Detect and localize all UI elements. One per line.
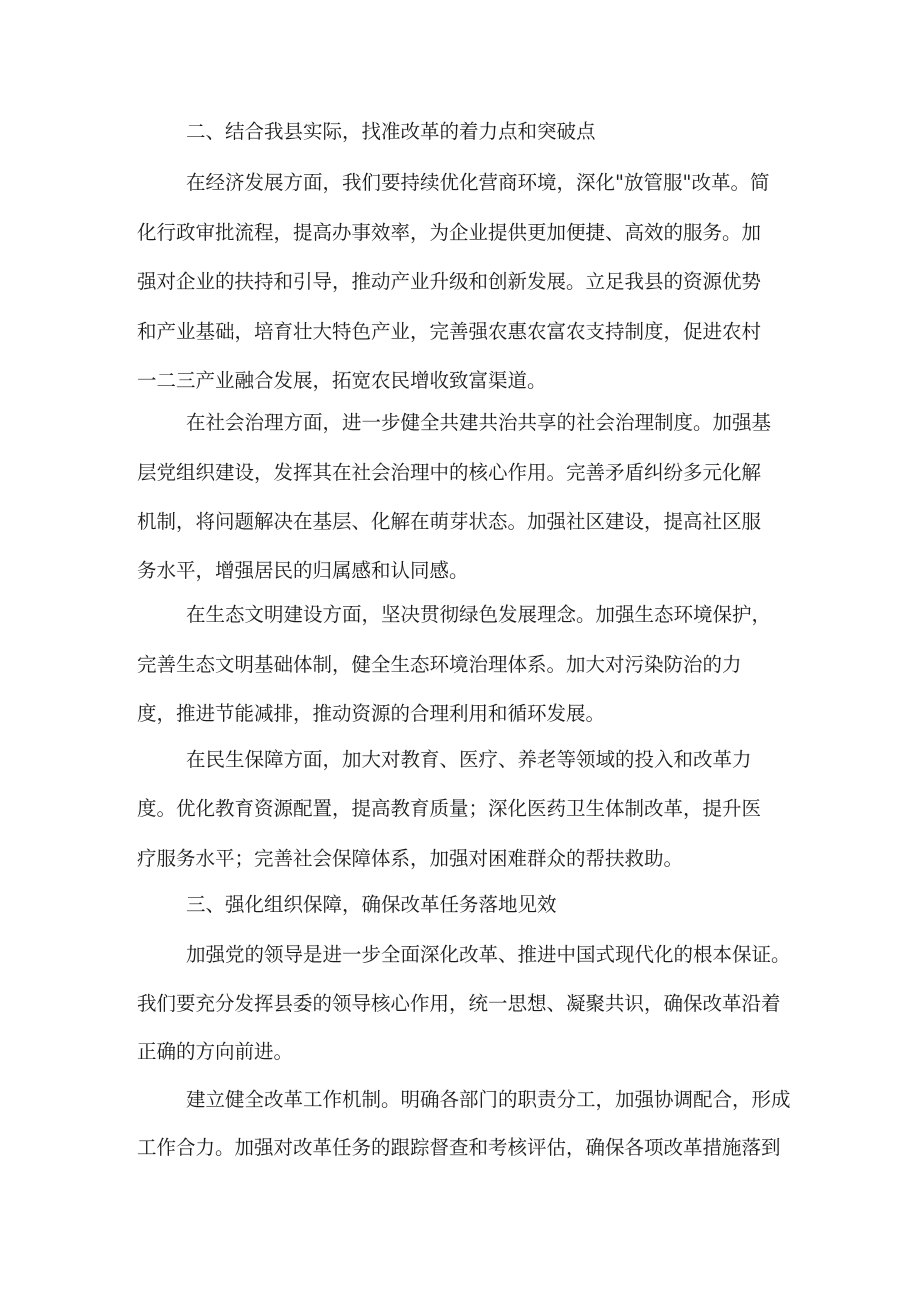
paragraph-economy-line-2: 化行政审批流程，提高办事效率，为企业提供更加便捷、高效的服务。加 <box>137 221 762 244</box>
paragraph-governance-line-4: 务水平，增强居民的归属感和认同感。 <box>137 559 469 582</box>
paragraph-economy-line-3: 强对企业的扶持和引导，推动产业升级和创新发展。立足我县的资源优势 <box>137 270 762 293</box>
paragraph-leadership-line-3: 正确的方向前进。 <box>137 1040 294 1063</box>
paragraph-governance-line-2: 层党组织建设，发挥其在社会治理中的核心作用。完善矛盾纠纷多元化解 <box>137 461 762 484</box>
paragraph-leadership-line-1: 加强党的领导是进一步全面深化改革、推进中国式现代化的根本保证。 <box>186 943 791 966</box>
section-heading-3: 三、强化组织保障，确保改革任务落地见效 <box>186 893 557 916</box>
paragraph-leadership-line-2: 我们要充分发挥县委的领导核心作用，统一思想、凝聚共识，确保改革沿着 <box>137 992 781 1015</box>
paragraph-economy-line-1: 在经济发展方面，我们要持续优化营商环境，深化"放管服"改革。简 <box>186 171 770 194</box>
section-heading-2: 二、结合我县实际，找准改革的着力点和突破点 <box>186 120 596 143</box>
paragraph-livelihood-line-1: 在民生保障方面，加大对教育、医疗、养老等领域的投入和改革力 <box>186 748 752 771</box>
paragraph-governance-line-1: 在社会治理方面，进一步健全共建共治共享的社会治理制度。加强基 <box>186 411 772 434</box>
paragraph-mechanism-line-1: 建立健全改革工作机制。明确各部门的职责分工，加强协调配合，形成 <box>186 1088 791 1111</box>
paragraph-ecology-line-1: 在生态文明建设方面，坚决贯彻绿色发展理念。加强生态环境保护， <box>186 603 772 626</box>
paragraph-ecology-line-3: 度，推进节能减排，推动资源的合理利用和循环发展。 <box>137 702 606 725</box>
paragraph-mechanism-line-2: 工作合力。加强对改革任务的跟踪督查和考核评估，确保各项改革措施落到 <box>137 1136 781 1159</box>
paragraph-governance-line-3: 机制，将问题解决在基层、化解在萌芽状态。加强社区建设，提高社区服 <box>137 510 762 533</box>
paragraph-economy-line-4: 和产业基础，培育壮大特色产业，完善强农惠农富农支持制度，促进农村 <box>137 320 762 343</box>
paragraph-ecology-line-2: 完善生态文明基础体制，健全生态环境治理体系。加大对污染防治的力 <box>137 653 742 676</box>
paragraph-economy-line-5: 一二三产业融合发展，拓宽农民增收致富渠道。 <box>137 369 547 392</box>
paragraph-livelihood-line-2: 度。优化教育资源配置，提高教育质量；深化医药卫生体制改革，提升医 <box>137 797 762 820</box>
paragraph-livelihood-line-3: 疗服务水平；完善社会保障体系，加强对困难群众的帮扶救助。 <box>137 847 684 870</box>
